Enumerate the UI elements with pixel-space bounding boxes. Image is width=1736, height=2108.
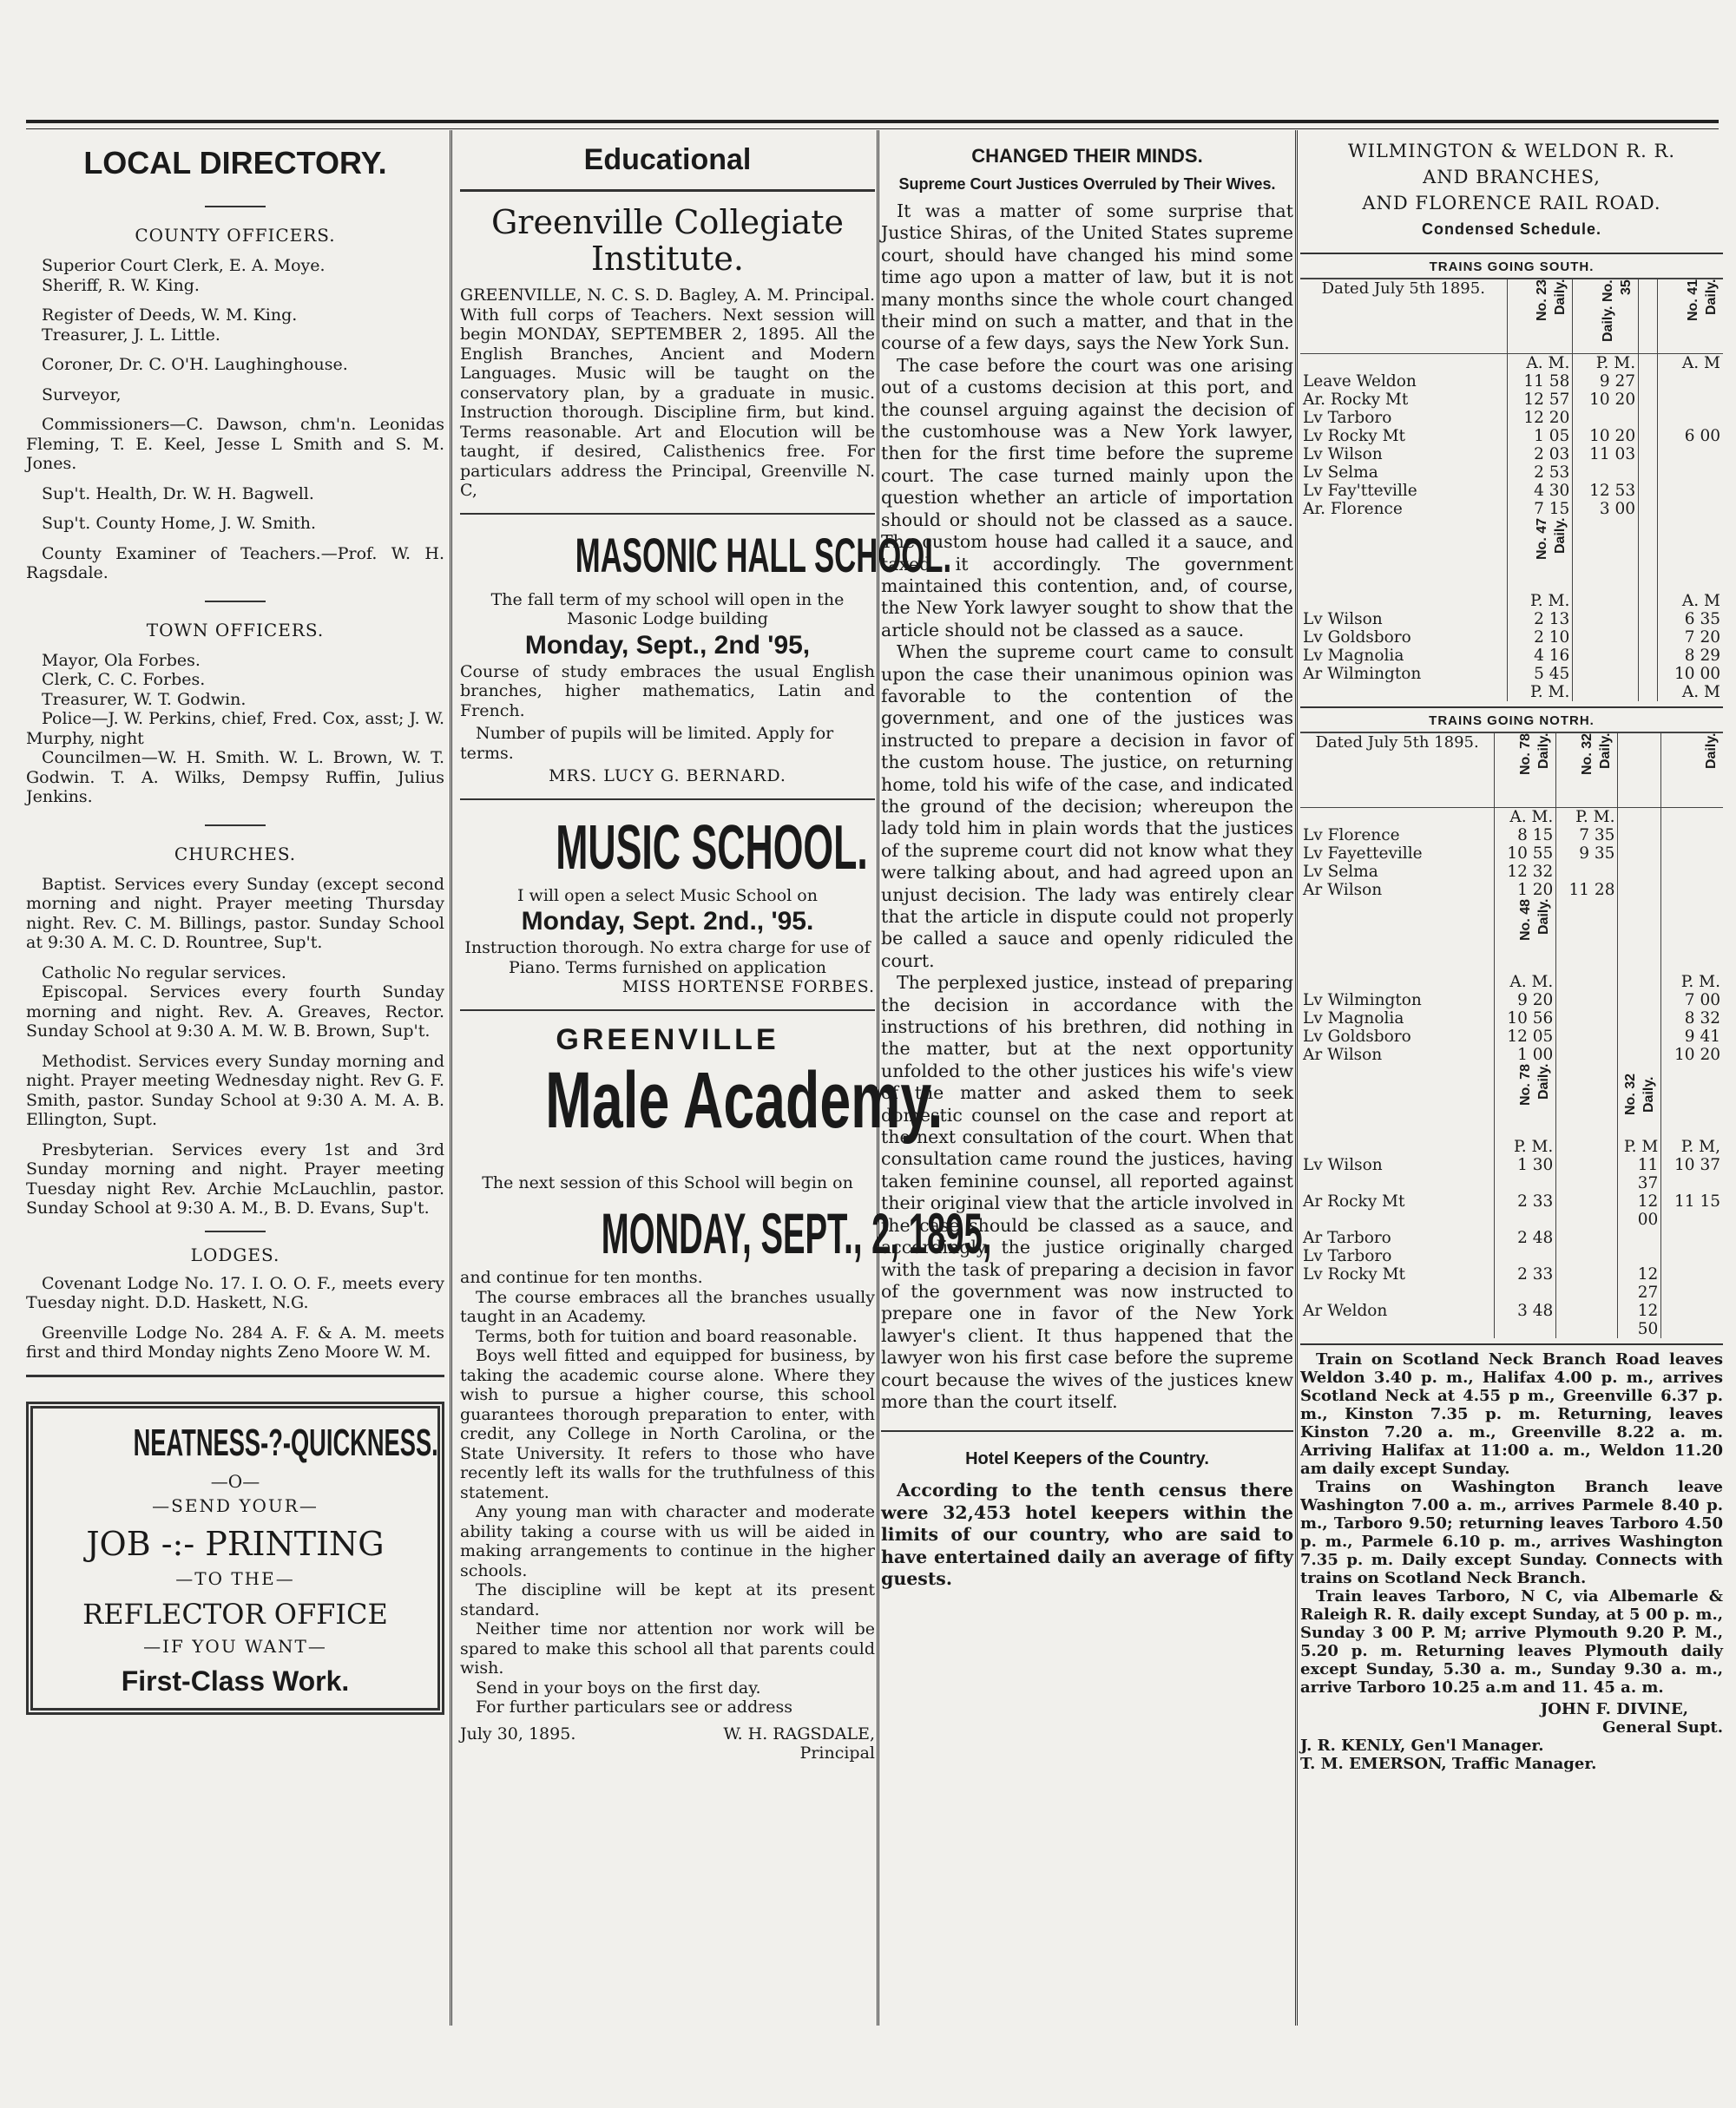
timetable-row: Lv Rocky Mt 2 33 12 27 [1300, 1265, 1723, 1302]
article-subtitle: Supreme Court Justices Overruled by Their Wives. [898, 175, 1276, 193]
gci-body: GREENVILLE, N. C. S. D. Bagley, A. M. Principal. With full corps of Teachers. Next session will begin MONDAY, SEPTEMBER 2, 1895. All the English Branches, Ancient and Modern Languages. Music will be taught on the conservatory plan, by a graduate in music. Instruction thorough. Discipline firm, but kind. Terms reasonable. Art and Elocution will be taught, if desired, Calisthenics free. For particulars address the Principal, Greenville N. C, [460, 286, 875, 500]
academy-dateline: July 30, 1895. [460, 1724, 576, 1744]
timetable-row: A. M. P. M. A. M [1300, 354, 1723, 373]
timetable-row: Lv Wilson 2 03 11 03 [1300, 445, 1723, 463]
timetable-row: Lv Goldsboro 2 10 7 20 [1300, 628, 1723, 647]
timetable-row: A. M. P. M. [1300, 973, 1723, 991]
timetable-row: Ar. Rocky Mt 12 57 10 20 [1300, 391, 1723, 409]
local-directory-title: LOCAL DIRECTORY. [83, 145, 387, 181]
timetable-row: Lv Wilmington 9 20 7 00 [1300, 991, 1723, 1009]
ad-job-printing: JOB -:- PRINTING [86, 1524, 385, 1563]
timetable-row: Lv Selma 12 32 [1300, 863, 1723, 881]
local-directory-column [26, 135, 444, 2026]
ad-headline: NEATNESS-?-QUICKNESS. [133, 1421, 438, 1464]
column-rule [450, 130, 452, 2026]
ad-first-class: First-Class Work. [121, 1665, 350, 1697]
timetable-row: A. M. P. M. [1300, 808, 1723, 827]
top-rule [26, 120, 1719, 129]
timetable-row: P. M. P. M P. M, [1300, 1138, 1723, 1156]
timetable-row: Lv Goldsboro 12 05 9 41 [1300, 1028, 1723, 1046]
academy-greenville: GREENVILLE [556, 1022, 779, 1056]
educational-column: Educational Greenville Collegiate Institute. GREENVILLE, N. C. S. D. Bagley, A. M. Principal. With full corps of Teachers. Next session will begin MONDAY, SEPTEMBER 2, 1895. All the English Branches, Ancient and Modern Languages. Music will be taught on the conservatory plan, by a graduate in music. Instruction thorough. Discipline firm, but kind. Terms reasonable. Art and Elocution will be taught, if desired, Calisthenics free. For particulars address the Principal, Greenville N. C, MASONIC HALL SCHOOL. The fall term of my school will open in the Masonic Lodge building Monday, Sept., 2nd '95, Course of study embraces the usual English branches, higher mathematics, Latin and French. Number of pupils will be limited. Apply for terms. MRS. LUCY G. BERNARD. MUSIC SCHOOL. I will open a select Music School on Monday, Sept. 2nd., '95. Instruction thorough. No extra charge for use of Piano. Terms furnished on application MISS HORTENSE FORBES. GREENVILLE Male Academy. The next session of this School will begin on MONDAY, SEPT., 2, 1895, and continue for ten months. The course embraces all the branches usually taught in an Academy. Terms, both for tuition and board reasonable. Boys well fitted and equipped for business, by taking the academic course alone. Where they wish to pursue a higher course, this school guarantees thorough preparation to enter, with credit, any College in North Carolina, or the State University. It refers to those who have recently left its walls for the truthfulness of this statement. Any young man with character and moderate ability taking a course with us will be aided in making arrangements to continue in the higher schools. The discipline will be kept at its present standard. Neither time nor attention nor work will be spared to make this school all that parents could wish. Send in your boys on the first day. For further particulars see or address July 30, 1895. W. H. RAGSDALE, Principal [460, 143, 992, 1763]
timetable-row: Lv Wilson 1 30 11 37 10 37 [1300, 1156, 1723, 1192]
timetable-row: Lv Florence 8 15 7 35 [1300, 826, 1723, 844]
timetable-row: Lv Rocky Mt 1 05 10 20 6 00 [1300, 427, 1723, 445]
column-rule [1295, 130, 1298, 2026]
music-date: Monday, Sept. 2nd., '95. [521, 907, 814, 936]
timetable-row: Lv Fay'tteville 4 30 12 53 [1300, 482, 1723, 500]
timetable-row: Ar Tarboro 2 48 [1300, 1229, 1723, 1247]
railroad-signatures: JOHN F. DIVINE, General Supt. J. R. KENLY, Gen'l Manager. T. M. EMERSON, Traffic Manager. [1300, 1700, 1723, 1773]
timetable-row: Lv Magnolia 4 16 8 29 [1300, 647, 1723, 665]
timetable-row: Lv Tarboro [1300, 1247, 1723, 1265]
timetable-row: P. M. A. M [1300, 683, 1723, 701]
academy-date: MONDAY, SEPT., 2, 1895, [601, 1201, 992, 1265]
town-officers-heading: TOWN OFFICERS. [146, 619, 325, 640]
timetable-row: Ar Wilson 1 20 11 28 [1300, 881, 1723, 899]
railroad-header: WILMINGTON & WELDON R. R. AND BRANCHES, AND FLORENCE RAIL ROAD. Condensed Schedule. [1347, 141, 1676, 238]
masonic-signature: MRS. LUCY G. BERNARD. [549, 766, 786, 785]
masonic-title: MASONIC HALL SCHOOL. [575, 527, 952, 582]
academy-signature: W. H. RAGSDALE, [723, 1724, 875, 1744]
timetable-row: Lv Magnolia 10 56 8 32 [1300, 1009, 1723, 1028]
county-officers-heading: COUNTY OFFICERS. [135, 225, 336, 246]
churches-heading: CHURCHES. [174, 843, 297, 864]
hotel-title: Hotel Keepers of the Country. [965, 1449, 1209, 1469]
north-timetable: Dated July 5th 1895. No. 78 Daily. No. 32 Daily. Daily. A. M. P. M. Lv Florence 8 15 7 35 Lv Fayetteville 10 55 9 35 Lv Selma 12 32 Ar Wilson 1 20 11 28 No. 48 Daily. A. M. P. M. Lv Wilmington 9 20 7 00 Lv Magnolia 10 56 8 32 Lv Goldsboro 12 05 9 41 Ar Wilson 1 00 10 20 No. 78 Daily. No. 32 Daily. P. M. P. M P. M, Lv Wilson 1 30 11 37 10 37 Ar Rocky Mt 2 33 12 00 11 15 Ar Tarboro 2 48 Lv Tarboro Lv Rocky Mt 2 33 12 27 Ar Weldon 3 48 12 50 [1300, 732, 1723, 1338]
timetable-row: Lv Wilson 2 13 6 35 [1300, 610, 1723, 628]
railroad-notes: Train on Scotland Neck Branch Road leaves Weldon 3.40 p. m., Halifax 4.00 p. m., arrives Scotland Neck at 4.55 p m., Greenville 6.37 p. m., Kinston 7.35 p. m. Returning, leaves Kinston 7.20 a. m., Greenville 8.22 a. m. Arriving Halifax at 11:00 a. m., Weldon 11.20 am daily except Sunday. Trains on Washington Branch leave Washington 7.00 a. m., arrives Parmele 8.40 p. m., Tarboro 9.50; returning leaves Tarboro 4.50 p. m., Parmele 6.10 p. m., arrives Washington 7.35 p. m. Daily except Sunday. Connects with trains on Scotland Neck Branch. Train leaves Tarboro, N C, via Albemarle & Raleigh R. R. daily except Sunday, at 5 00 p. m., Sunday 3 00 P. M; arrive Plymouth 9.20 P. M., 5.20 p. m. Returning leaves Plymouth daily except Sunday, 5.30 a. m., Sunday 9.30 a. m., arrive Tarboro 10.25 a.m and 11. 45 a. m. [1300, 1350, 1723, 1697]
lodges-list: Covenant Lodge No. 17. I. O. O. F., meets every Tuesday night. D.D. Haskett, N.G. Greenville Lodge No. 284 A. F. & A. M. meets first and third Monday nights Zeno Moore W. M. [26, 1273, 444, 1362]
article-column [881, 135, 1293, 2026]
timetable-row: P. M. A. M [1300, 592, 1723, 610]
timetable-row: Ar Wilson 1 00 10 20 [1300, 1046, 1723, 1064]
timetable-row: Ar Rocky Mt 2 33 12 00 11 15 [1300, 1192, 1723, 1229]
county-officers-list: Superior Court Clerk, E. A. Moye. Sheriff, R. W. King. Register of Deeds, W. M. King. Treasurer, J. L. Little. Coroner, Dr. C. O'H. Laughinghouse. Surveyor, Commissioners—C. Dawson, chm'n. Leonidas Fleming, T. E. Keel, Jesse L Smith and S. M. Jones. Sup't. Health, Dr. W. H. Bagwell. Sup't. County Home, J. W. Smith. County Examiner of Teachers.—Prof. W. H. Ragsdale. [26, 256, 444, 582]
churches-list: Baptist. Services every Sunday (except second morning and night. Prayer meeting Thursday night. Rev. C. M. Billings, pastor. Sunday School at 9:30 A. M. C. D. Rountree, Sup't. Catholic No regular services. Episcopal. Services every fourth Sunday morning and night. Rev. A. Greaves, Rector. Sunday School at 9:30 A. M. W. B. Brown, Sup't. Methodist. Services every Sunday morning and night. Prayer meeting Wednesday night. Rev G. F. Smith, pastor. Sunday School at 9:30 A. M. A. B. Ellington, Supt. Presbyterian. Services every 1st and 3rd Sunday morning and night. Prayer meeting Tuesday night Rev. Archie McLauchlin, pastor. Sunday School at 9:30 A. M., B. D. Evans, Sup't. [26, 874, 444, 1218]
article-title: CHANGED THEIR MINDS. [971, 145, 1203, 167]
timetable-row: Lv Tarboro 12 20 [1300, 409, 1723, 427]
north-heading: TRAINS GOING NOTRH. [1429, 713, 1595, 728]
educational-title: Educational [583, 143, 752, 176]
timetable-row: Ar Weldon 3 48 12 50 [1300, 1302, 1723, 1338]
gci-title: Greenville Collegiate Institute. [490, 203, 845, 278]
south-heading: TRAINS GOING SOUTH. [1429, 259, 1595, 274]
town-officers-list: Mayor, Ola Forbes. Clerk, C. C. Forbes. Treasurer, W. T. Godwin. Police—J. W. Perkins, chief, Fred. Cox, asst; J. W. Murphy, night Councilmen—W. H. Smith. W. L. Brown, W. T. Godwin. T. A. Wilks, Dempsy Ruffin, Julius Jenkins. [26, 650, 444, 806]
hotel-body: According to the tenth census there were 32,453 hotel keepers within the limits of our country, who are said to have entertained daily an average of fifty guests. [881, 1480, 1293, 1589]
ad-reflector-office: REFLECTOR OFFICE [82, 1597, 388, 1631]
timetable-row: Ar Wilmington 5 45 10 00 [1300, 665, 1723, 683]
timetable-row: Lv Fayetteville 10 55 9 35 [1300, 844, 1723, 863]
timetable-row: Ar. Florence 7 15 3 00 [1300, 500, 1723, 518]
railroad-column [1300, 135, 1723, 2026]
printing-advertisement: NEATNESS-?-QUICKNESS. —O— —SEND YOUR— JOB -:- PRINTING —TO THE— REFLECTOR OFFICE —IF YOU WANT— First-Class Work. [26, 1402, 444, 1715]
timetable-row: Leave Weldon 11 58 9 27 [1300, 372, 1723, 391]
south-timetable: Dated July 5th 1895. No. 23 Daily. Daily. No. 35 No. 41 Daily. A. M. P. M. A. M Leave Weldon 11 58 9 27 Ar. Rocky Mt 12 57 10 20 Lv Tarboro 12 20 Lv Rocky Mt 1 05 10 20 6 00 Lv Wilson 2 03 11 03 Lv Selma 2 53 Lv Fay'tteville 4 30 12 53 Ar. Florence 7 15 3 00 No. 47 Daily. P. M. A. M Lv Wilson 2 13 6 35 Lv Goldsboro 2 10 7 20 Lv Magnolia 4 16 8 29 Ar Wilmington 5 45 10 00 P. M. A. M [1300, 278, 1723, 701]
lodges-heading: LODGES. [190, 1244, 280, 1265]
masonic-date: Monday, Sept., 2nd '95, [524, 630, 811, 660]
timetable-row: Lv Selma 2 53 [1300, 463, 1723, 482]
academy-title: Male Academy. [545, 1055, 944, 1145]
article-body: It was a matter of some surprise that Justice Shiras, of the United States supreme court, should have changed his mind some time ago upon a matter of law, but it is not many months since the whole court changed their mind on such a matter, and that in the course of a few days, says the New York Sun. The case before the court was one arising out of a customs decision at this port, and the counsel arguing against the decision of the customhouse was a New York lawyer, then for the first time before the supreme court. The case turned mainly upon the question whether an article of importation should or should not be classed as a sauce. The custom house had called it a sauce, and taxed it accordingly. The government maintained this contention, and, of course, the New York lawyer sought to show that the article should not be classed as a sauce. When the supreme court came to consult upon the case their unanimous opinion was favorable to the contention of the government, and one of the justices was instructed to prepare a decision in favor of the custom house. The justice, on returning home, told his wife of the case, and indicated the ground of the decision; whereupon the lady told him in plain words that the justices of the supreme court did not know what they were talking about, and had agreed upon an unjust decision. The lady was entirely clear that the article in dispute could not properly be called a sauce and openly ridiculed the court. The perplexed justice, instead of preparing the decision in accordance with the instructions of his brethren, did nothing in the matter, but at the next opportunity unfolded to the other justices his wife's view of the matter and asked them to seek domestic counsel on the case and report at the next consultation of the court. When that consultation came round the justices, having taken feminine counsel, all reported against their original view that the article involved in the case should be classed as a sauce, and accordingly the justice originally charged with the task of preparing a decision in favor of the government was now instructed to prepare one in favor of the New York lawyer's client. It thus happened that the lawyer won his first case before the supreme court because the wives of the justices knew more than the court itself. [881, 200, 1293, 1412]
music-title: MUSIC SCHOOL. [556, 812, 868, 883]
academy-body: and continue for ten months. The course embraces all the branches usually taught in an Academy. Terms, both for tuition and board reasonable. Boys well fitted and equipped for business, by taking the academic course alone. Where they wish to pursue a higher course, this school guarantees thorough preparation to enter, with credit, any College in North Carolina, or the State University. It refers to those who have recently left its walls for the truthfulness of this statement. Any young man with character and moderate ability taking a course with us will be aided in making arrangements to continue in the higher schools. The discipline will be kept at its present standard. Neither time nor attention nor work will be spared to make this school all that parents could wish. Send in your boys on the first day. For further particulars see or address [460, 1268, 875, 1717]
music-signature: MISS HORTENSE FORBES. [621, 977, 875, 996]
